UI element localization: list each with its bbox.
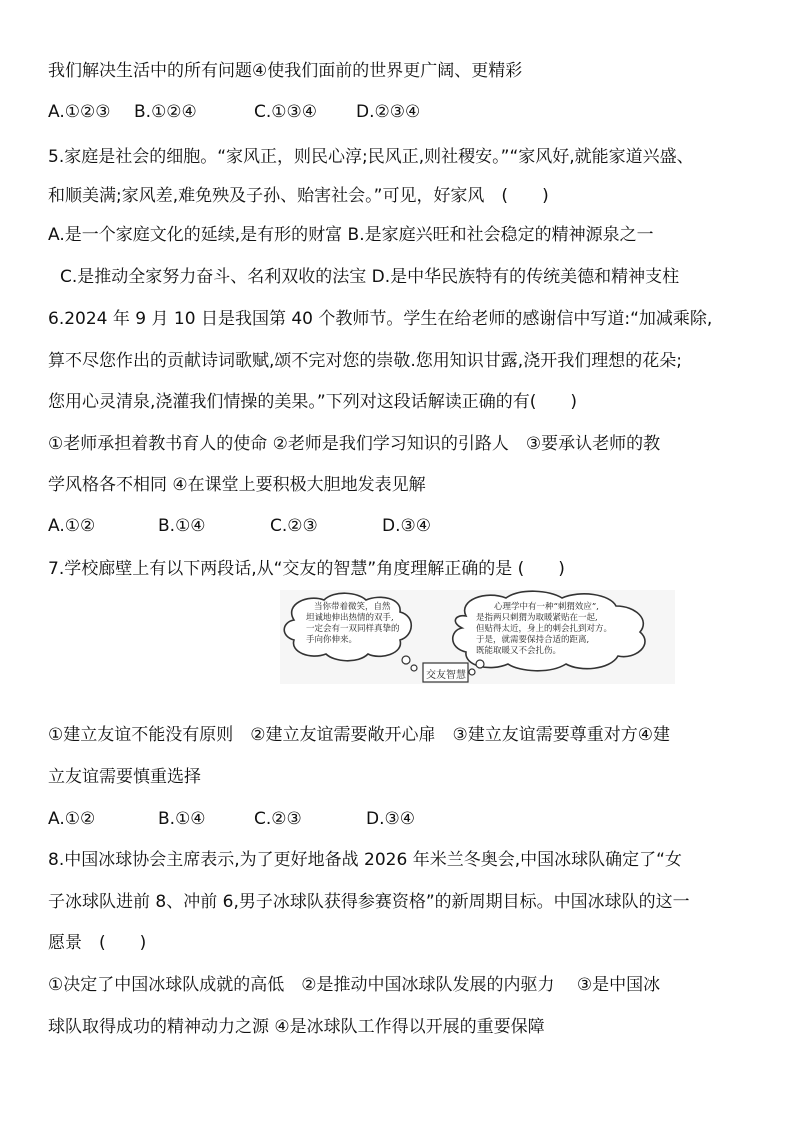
q6-statements-line1: ①老师承担着教书育人的使命 ②老师是我们学习知识的引路人 ③要承认老师的教 (48, 434, 661, 454)
q6-option-b: B.①④ (158, 516, 206, 536)
q5-stem-line2: 和顺美满;家风差,难免殃及子孙、贻害社会。”可见，好家风 ( ) (48, 186, 549, 206)
left-bubble-line: 坦诚地伸出热情的双手, (306, 613, 394, 623)
q6-option-d: D.③④ (382, 516, 431, 536)
q8-statements-line1: ①决定了中国冰球队成就的高低 ②是推动中国冰球队发展的内驱力 ③是中国冰 (48, 975, 661, 995)
right-bubble-line: 但贴得太近，身上的刺会扎到对方。 (476, 624, 613, 634)
q6-stem-line3: 您用心灵清泉,浇灌我们情操的美果。”下列对这段话解读正确的有( ) (48, 392, 577, 412)
q5-stem-line1: 5.家庭是社会的细胞。“家风正，则民心淳;民风正,则社稷安。”“家风好,就能家道兴盛、 (48, 147, 694, 167)
q6-stem-line2: 算不尽您作出的贡献诗词歌赋,颂不完对您的崇敬.您用知识甘露,浇开我们理想的花朵; (48, 351, 682, 371)
q7-stem: 7.学校廊壁上有以下两段话,从“交友的智慧”角度理解正确的是 ( ) (48, 559, 565, 579)
q4-options (48, 101, 420, 123)
left-bubble-line: 手向你伸来。 (306, 635, 358, 645)
q8-stem-line3: 愿景 ( ) (48, 933, 147, 953)
q6-options (48, 515, 431, 537)
q4-option-a: A.①②③ (48, 102, 111, 122)
q7-option-c: C.②③ (254, 809, 302, 829)
q6-stem-line1: 6.2024 年 9 月 10 日是我国第 40 个教师节。学生在给老师的感谢信中写道:“加减乘除, (48, 309, 713, 329)
q8-stem-line1: 8.中国冰球协会主席表示,为了更好地备战 2026 年米兰冬奥会,中国冰球队确定了“女 (48, 850, 682, 870)
q6-option-c: C.②③ (270, 516, 318, 536)
q5-options-ab: A.是一个家庭文化的延续,是有形的财富 B.是家庭兴旺和社会稳定的精神源泉之一 (48, 225, 654, 245)
q5-options-cd: C.是推动全家努力奋斗、名利双收的法宝 D.是中华民族特有的传统美德和精神支柱 (60, 267, 680, 287)
right-bubble-line: 既能取暖又不会扎伤。 (476, 646, 562, 656)
friendship-cartoon (280, 590, 675, 684)
q4-option-b: B.①②④ (134, 102, 197, 122)
q7-option-a: A.①② (48, 809, 96, 829)
right-bubble-text (476, 602, 612, 657)
q7-option-b: B.①④ (158, 809, 206, 829)
q4-option-d: D.②③④ (356, 102, 421, 122)
left-bubble-line: 一定会有一双同样真挚的 (306, 624, 400, 634)
q4-option-c: C.①③④ (254, 102, 317, 122)
q7-option-d: D.③④ (366, 809, 415, 829)
tag-label: 交友智慧 (426, 670, 466, 681)
left-bubble-line: 当你带着微笑，自然 (314, 602, 391, 612)
q7-options (48, 808, 415, 830)
q8-stem-line2: 子冰球队进前 8、冲前 6,男子冰球队获得参赛资格”的新周期目标。中国冰球队的这一 (48, 892, 690, 912)
right-bubble-line: 心理学中有一种“刺猬效应”, (494, 602, 599, 612)
q6-option-a: A.①② (48, 516, 96, 536)
right-bubble-line: 于是，就需要保持合适的距离, (476, 635, 590, 645)
q7-statements-line2: 立友谊需要慎重选择 (48, 767, 201, 787)
q6-statements-line2: 学风格各不相同 ④在课堂上要积极大胆地发表见解 (48, 475, 426, 495)
q7-statements-line1: ①建立友谊不能没有原则 ②建立友谊需要敞开心扉 ③建立友谊需要尊重对方④建 (48, 725, 670, 745)
left-bubble-text (306, 602, 400, 646)
right-bubble-line: 是指两只刺猬为取暖紧贴在一起, (476, 613, 598, 623)
q4-stem-tail: 我们解决生活中的所有问题④使我们面前的世界更广阔、更精彩 (48, 61, 523, 81)
q8-statements-line2: 球队取得成功的精神动力之源 ④是冰球队工作得以开展的重要保障 (48, 1017, 545, 1037)
